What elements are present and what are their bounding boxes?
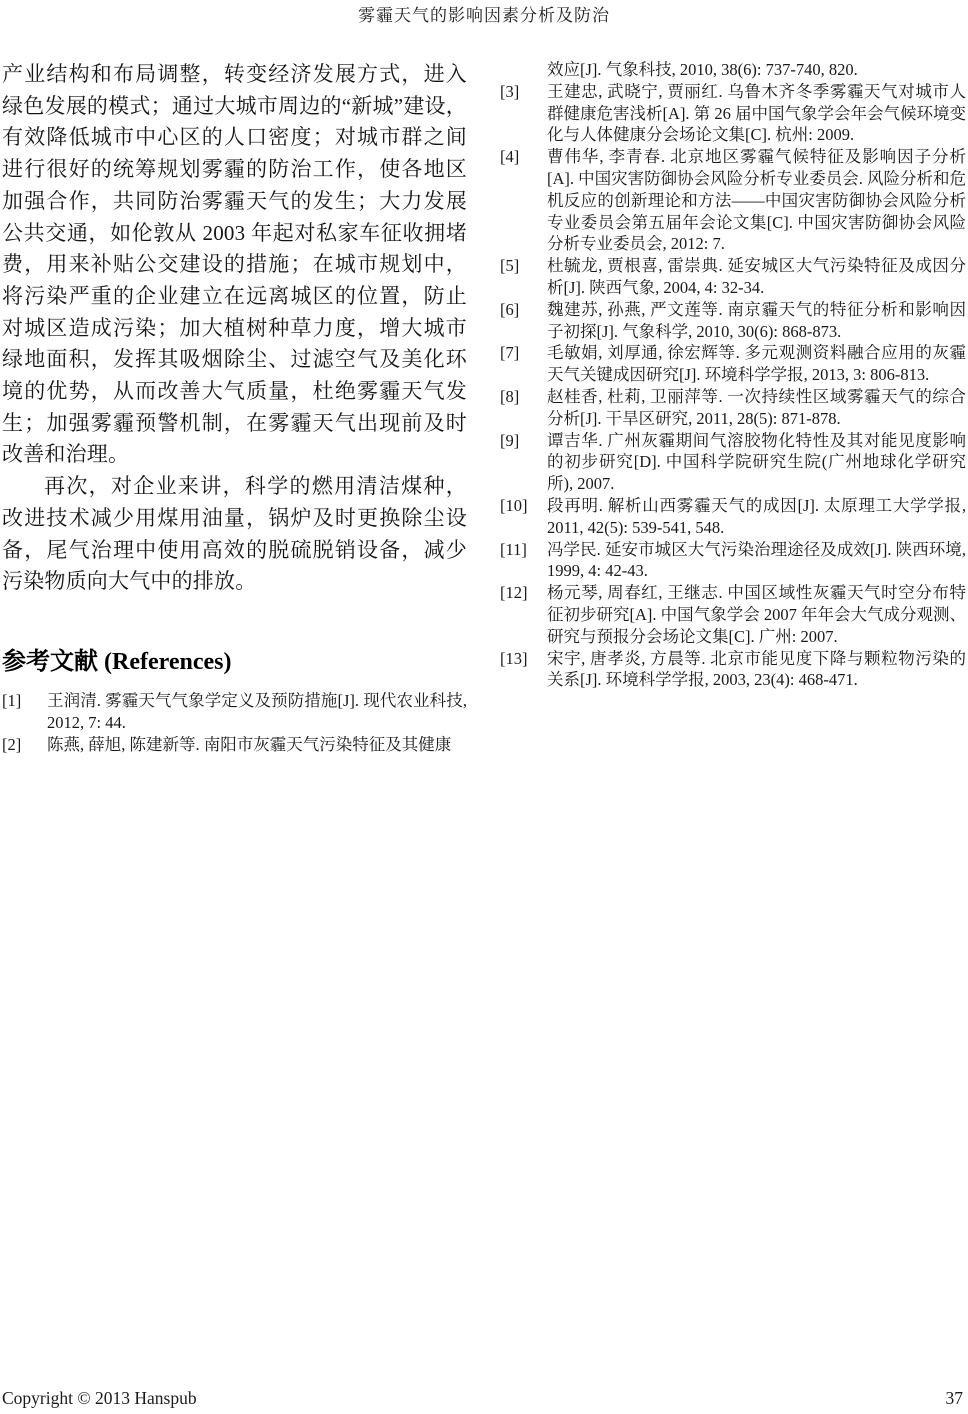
reference-number: [11] [500, 539, 527, 559]
reference-number: [3] [500, 81, 520, 101]
reference-number: [9] [500, 430, 520, 450]
reference-text: 宋宇, 唐孝炎, 方晨等. 北京市能见度下降与颗粒物污染的关系[J]. 环境科学学报, 2003, 23(4): 468-471. [547, 648, 966, 690]
reference-number: [8] [500, 386, 520, 406]
reference-item-6 [500, 299, 966, 343]
reference-item-2 [2, 734, 467, 756]
reference-item-4 [500, 146, 966, 255]
reference-item-5 [500, 255, 966, 299]
reference-number: [12] [500, 583, 528, 603]
reference-text: 毛敏娟, 刘厚通, 徐宏辉等. 多元观测资料融合应用的灰霾天气关键成因研究[J]. 环境科学学报, 2013, 3: 806-813. [547, 343, 966, 385]
reference-number: [13] [500, 648, 528, 668]
reference-text: 王润清. 雾霾天气气象学定义及预防措施[J]. 现代农业科技, 2012, 7: 44. [47, 690, 467, 732]
reference-number: [5] [500, 256, 520, 276]
reference-number: [7] [500, 343, 520, 363]
reference-text: 段再明. 解析山西雾霾天气的成因[J]. 太原理工大学学报, 2011, 42(5): 539-541, 548. [547, 495, 966, 537]
reference-text: 杜毓龙, 贾根喜, 雷崇典. 延安城区大气污染特征及成因分析[J]. 陕西气象, 2004, 4: 32-34. [547, 256, 966, 297]
references-heading [2, 646, 467, 678]
references-heading-zh: 参考文献 [2, 647, 98, 675]
body-paragraph: 产业结构和布局调整，转变经济发展方式，进入绿色发展的模式；通过大城市周边的“新城”建设，有效降低城市中心区的人口密度；对城市群之间进行很好的统筹规划雾霾的防治工作，使各地区加强合作，共同防治雾霾天气的发生；大力发展公共交通，如伦敦从 2003 年起对私家车征收拥堵费，用来补贴公交建设的措施；在城市规划中，将污染严重的企业建立在远离城区的位置，防止对城区造成污染；加大植树种草力度，增大城市绿地面积，发挥其吸烟除尘、过滤空气及美化环境的优势，从而改善大气质量，杜绝雾霾天气发生；加强雾霾预警机制，在雾霾天气出现前及时改善和治理。 [2, 62, 467, 467]
page-header [0, 0, 968, 26]
reference-text: 杨元琴, 周春红, 王继志. 中国区域性灰霾天气时空分布特征初步研究[A]. 中国气象学会 2007 年年会大气成分观测、研究与预报分会场论文集[C]. 广州: 2007. [547, 583, 966, 646]
references-heading-en: (References) [104, 648, 232, 675]
reference-number: [6] [500, 299, 520, 319]
reference-number: [10] [500, 495, 528, 515]
reference-item-10 [500, 495, 966, 539]
reference-item-12 [500, 582, 966, 647]
reference-list-right [500, 59, 966, 691]
reference-item-13 [500, 648, 966, 692]
reference-item-7 [500, 342, 966, 386]
reference-item-2-continuation [500, 59, 966, 81]
reference-number: [2] [2, 734, 22, 754]
reference-text: 赵桂香, 杜莉, 卫丽萍等. 一次持续性区域雾霾天气的综合分析[J]. 干旱区研究, 2011, 28(5): 871-878. [547, 386, 966, 428]
reference-text: 谭吉华. 广州灰霾期间气溶胶物化特性及其对能见度影响的初步研究[D]. 中国科学院研究生院(广州地球化学研究所), 2007. [547, 430, 966, 494]
reference-list-left [2, 690, 467, 755]
reference-text: 曹伟华, 李青春. 北京地区雾霾气候特征及影响因子分析[A]. 中国灾害防御协会风险分析专业委员会. 风险分析和危机反应的创新理论和方法——中国灾害防御协会风险分析专业委员会第五届年会论文集[C]. 中国灾害防御协会风险分析专业委员会, 2012: 7. [547, 147, 966, 254]
right-column [500, 59, 966, 755]
left-column [2, 59, 467, 755]
reference-text: 陈燕, 薛旭, 陈建新等. 南阳市灰霾天气污染特征及其健康 [47, 734, 452, 754]
reference-item-8 [500, 386, 966, 430]
reference-text: 魏建苏, 孙燕, 严文莲等. 南京霾天气的特征分析和影响因子初探[J]. 气象科学, 2010, 30(6): 868-873. [547, 299, 966, 341]
reference-text: 效应[J]. 气象科技, 2010, 38(6): 737-740, 820. [547, 60, 858, 79]
running-title: 雾霾天气的影响因素分析及防治 [358, 6, 610, 25]
reference-text: 冯学民. 延安市城区大气污染治理途径及成效[J]. 陕西环境, 1999, 4: 42-43. [547, 539, 966, 581]
reference-number: [1] [2, 690, 22, 710]
page-footer [2, 1388, 963, 1409]
reference-number: [4] [500, 147, 520, 167]
page-number: 37 [945, 1388, 963, 1408]
reference-item-9 [500, 430, 966, 495]
copyright-text: Copyright © 2013 Hanspub [2, 1388, 197, 1408]
reference-text: 王建忠, 武晓宁, 贾丽红. 乌鲁木齐冬季雾霾天气对城市人群健康危害浅析[A]. 第 26 届中国气象学会年会气候环境变化与人体健康分会场论文集[C]. 杭州: 2009. [547, 81, 966, 145]
two-column-layout [0, 59, 968, 755]
body-paragraph: 再次，对企业来讲，科学的燃用清洁煤种，改进技术减少用煤用油量，锅炉及时更换除尘设备，尾气治理中使用高效的脱硫脱销设备，减少污染物质向大气中的排放。 [2, 474, 467, 594]
reference-item-1 [2, 690, 467, 734]
reference-item-3 [500, 81, 966, 146]
reference-item-11 [500, 539, 966, 583]
